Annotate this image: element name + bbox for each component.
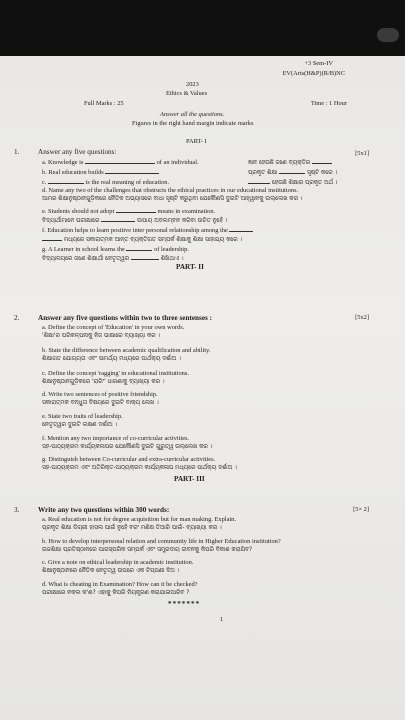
q3a-text: a. Real education is not for degree acquisition but for man making. Explain. bbox=[42, 516, 236, 523]
question-paper bbox=[0, 56, 405, 720]
time-allowed: Time : 1 Hour bbox=[310, 100, 347, 107]
end-stars: ******* bbox=[168, 600, 201, 608]
q2b-odia: ଶିକ୍ଷାଗତ ଯୋଗ୍ୟତା ଏବଂ ସାମର୍ଥ୍ୟ ମଧ୍ୟରେ ପାର୍ଥକ୍ୟ ଦର୍ଶାଅ । bbox=[42, 356, 181, 362]
q1g-pre: g. A Learner in school learns the bbox=[42, 246, 125, 253]
q1c-text bbox=[42, 177, 169, 186]
q3d-text: d. What is cheating in Examination? How can it be checked? bbox=[42, 581, 198, 588]
q3c-text: c. Give a note on ethical leadership in academic institution. bbox=[42, 559, 194, 566]
q1b-odia-2: ସୃଷ୍ଟି କରେ । bbox=[307, 170, 337, 176]
q1d-odia: ଆମର ଶିକ୍ଷାନୁଷ୍ଠାନଗୁଡ଼ିକରେ ନୈତିକ ଅଭ୍ୟାସରେ ବାଧା ସୃଷ୍ଟି କରୁଥିବା ଯେକୌଣସି ଦୁଇଟି ଆହ୍ୱାନକୁ ଉଲ୍ଲେଖ କର । bbox=[42, 196, 303, 202]
q2a-text: a. Define the concept of 'Education' in your own words. bbox=[42, 324, 185, 331]
q1e-post: means in examination. bbox=[157, 208, 216, 215]
q3a-odia: ପ୍ରକୃତ ଶିକ୍ଷା ଡିଗ୍ରୀ ହାସଲ ପାଇଁ ନୁହେଁ ବରଂ ମଣିଷ ତିଆରି ପାଇଁ- ବ୍ୟାଖ୍ୟା କର । bbox=[42, 525, 222, 531]
q3b-odia: ଉଚ୍ଚଶିକ୍ଷା ପ୍ରତିଷ୍ଠାନରେ ପାରସ୍ପରିକ ସମ୍ପର୍କ ଏବଂ ସମ୍ପ୍ରଦାୟ ଜୀବନକୁ କିପରି ବିକାଶ କରାଯିବ? bbox=[42, 547, 253, 553]
q1f-main: f. Education helps to learn positive inter personal relationship among the bbox=[42, 227, 228, 234]
blank bbox=[279, 167, 305, 174]
q1c-odia-text: ହେଉଛି ଶିକ୍ଷାର ପ୍ରକୃତ ଅର୍ଥ । bbox=[271, 180, 338, 186]
q3c-odia: ଶିକ୍ଷାନୁଷ୍ଠାନରେ ନୈତିକ ନେତୃତ୍ୱ ଉପରେ ଏକ ଟିପ୍ପଣୀ ଦିଅ । bbox=[42, 568, 180, 574]
blank bbox=[229, 225, 253, 232]
video-top-bar bbox=[0, 0, 405, 56]
blank bbox=[126, 244, 152, 251]
q1g-odia-2: ଶିଖିଥାଏ । bbox=[160, 256, 184, 262]
q2d-odia: ସକାରାତ୍ମକ ବନ୍ଧୁତା ବିଷୟରେ ଦୁଇଟି ବାକ୍ୟ ଲେଖ । bbox=[42, 400, 159, 406]
q1a-pre: a. Knowledge is bbox=[42, 159, 84, 166]
q1e-odia-1: ବିଦ୍ୟାର୍ଥୀମାନେ ପରୀକ୍ଷାରେ bbox=[42, 218, 100, 224]
q1c-pre: c. bbox=[42, 179, 47, 186]
q3b-text: b. How to develop interpersonal relation and community life in Higher Education institution? bbox=[42, 538, 281, 545]
instruction-2: Figures in the right hand margin indicate marks bbox=[132, 120, 254, 127]
q1g-post: of leadership. bbox=[154, 246, 189, 253]
q1e-odia bbox=[42, 215, 227, 225]
q2d-text: d. Write two sentences of positive friendship. bbox=[42, 391, 158, 398]
q1a-odia-text: ଜ୍ଞାନ ହେଉଛି ଜଣେ ବ୍ୟକ୍ତିର bbox=[248, 160, 311, 166]
q1g-odia bbox=[42, 253, 184, 263]
q1g-odia-1: ବିଦ୍ୟାଳୟରେ ଜଣେ ଶିକ୍ଷାର୍ଥୀ ନେତୃତ୍ୱର bbox=[42, 256, 129, 262]
q2g-text: g. Distinguish between Co-curricular and extra-curricular activities. bbox=[42, 456, 216, 463]
q3-instruction: Write any two questions within 300 words: bbox=[38, 506, 170, 514]
exam-year: 2023 bbox=[186, 81, 199, 88]
subject-title: Ethics & Values bbox=[166, 90, 208, 97]
q2f-text: f. Mention any two importance of co-curricular activities. bbox=[42, 435, 190, 442]
q1c-odia bbox=[248, 177, 337, 187]
q2a-odia: 'ଶିକ୍ଷା'ର ପରିକଳ୍ପନାକୁ ନିଜ ଭାଷାରେ ବ୍ୟାଖ୍ୟା କର । bbox=[42, 333, 161, 339]
q2-number: 2. bbox=[14, 314, 20, 322]
blank bbox=[131, 253, 159, 260]
blank bbox=[312, 157, 332, 164]
q1-marks: [5x1] bbox=[355, 150, 369, 157]
blank bbox=[48, 177, 84, 184]
q2-marks: [5x2] bbox=[355, 314, 369, 321]
q1b-text bbox=[42, 167, 159, 176]
blank bbox=[105, 167, 159, 174]
q3-marks: [5× 2] bbox=[353, 506, 369, 513]
q1e-pre: e. Students should not adopt bbox=[42, 208, 115, 215]
q2g-odia: ସହ-ପାଠ୍ୟକ୍ରମ ଏବଂ ଅତିରିକ୍ତ-ପାଠ୍ୟକ୍ରମ କାର୍ଯ୍ୟକଳାପ ମଧ୍ୟରେ ପାର୍ଥକ୍ୟ ଦର୍ଶାଅ । bbox=[42, 465, 237, 471]
q1c-post: is the real meaning of education. bbox=[85, 179, 170, 186]
q1a-text bbox=[42, 157, 199, 166]
overlay-badge bbox=[377, 28, 399, 42]
q3-number: 3. bbox=[14, 506, 20, 514]
q2b-text: b. State the difference between academic qualification and ability. bbox=[42, 347, 211, 354]
part2-title: PART- II bbox=[176, 263, 204, 271]
q3d-odia: ପରୀକ୍ଷାରେ ନକଲ କ'ଣ? ଏହାକୁ କିପରି ନିୟନ୍ତ୍ରଣ କରାଯାଇପାରିବ ? bbox=[42, 590, 190, 596]
q1f-text bbox=[42, 225, 253, 234]
q2e-odia: ନେତୃତ୍ୱର ଦୁଇଟି ଲକ୍ଷଣ ଦର୍ଶାଅ । bbox=[42, 422, 118, 428]
program-code: EV(Arts(H&P)(R/B)NC bbox=[282, 70, 345, 77]
q1f-odia-text: ମଧ୍ୟରେ ସକାରାତ୍ମକ ଆନ୍ତ ବ୍ୟକ୍ତିଗତ ସମ୍ପର୍କ ଶିକ୍ଷାକୁ ଶିକ୍ଷା ସାହାଯ୍ୟ କରେ । bbox=[63, 237, 243, 243]
blank bbox=[85, 157, 155, 164]
instruction-1: Answer all the questions. bbox=[160, 111, 225, 118]
q1f-odia bbox=[42, 234, 242, 244]
q1e-text bbox=[42, 206, 215, 215]
blank bbox=[42, 234, 62, 241]
semester-label: +3 Sem-IV bbox=[304, 60, 333, 67]
blank bbox=[248, 177, 270, 184]
part1-title: PART- I bbox=[186, 138, 207, 145]
q1g-text bbox=[42, 244, 189, 253]
q2c-text: c. Define the concept 'ragging' in educational institutions. bbox=[42, 370, 189, 377]
q1d-text: d. Name any two of the challenges that obstructs the ethical practices in our educational institutions. bbox=[42, 187, 299, 194]
q2e-text: e. State two traits of leadership. bbox=[42, 413, 123, 420]
page-number: 1 bbox=[220, 616, 224, 623]
q2f-odia: ସହ-ପାଠ୍ୟକ୍ରମ କାର୍ଯ୍ୟକଳାପର ଯେକୌଣସି ଦୁଇଟି ଗୁରୁତ୍ୱ ଉଲ୍ଲେଖ କର । bbox=[42, 444, 213, 450]
q2c-odia: ଶିକ୍ଷାନୁଷ୍ଠାନଗୁଡ଼ିକରେ 'ରାଗିଂ' ଧାରଣାକୁ ବ୍ୟାଖ୍ୟା କର । bbox=[42, 379, 165, 385]
q1e-odia-2: ଉପାୟ ଅବଲମ୍ବନ କରିବା ଉଚିତ ନୁହେଁ । bbox=[137, 218, 228, 224]
q1-instruction: Answer any five questions: bbox=[38, 148, 117, 156]
blank bbox=[101, 215, 135, 222]
q1a-odia bbox=[248, 157, 332, 167]
q1b-odia bbox=[248, 167, 337, 177]
q2-instruction: Answer any five questions within two to three sentenses : bbox=[38, 314, 213, 322]
q1b-pre: b. Real education builds bbox=[42, 169, 104, 176]
q1-number: 1. bbox=[14, 148, 20, 156]
part3-title: PART- III bbox=[174, 475, 205, 483]
blank bbox=[116, 206, 156, 213]
full-marks: Full Marks : 25 bbox=[84, 100, 124, 107]
q1b-odia-1: ପ୍ରକୃତ ଶିକ୍ଷା bbox=[248, 170, 278, 176]
q1a-post: of an individual. bbox=[156, 159, 199, 166]
